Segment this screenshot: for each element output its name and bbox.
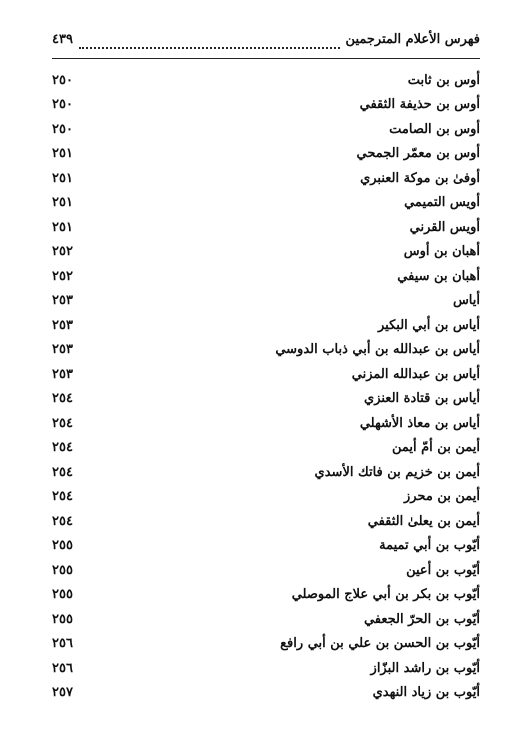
index-entry: [52, 411, 480, 436]
entry-page-number: ٢٥٤: [52, 391, 73, 407]
index-entry: [52, 240, 480, 265]
index-entry: [52, 681, 480, 706]
index-entry: [52, 215, 480, 240]
entry-page-number: ٢٥٠: [52, 121, 73, 137]
entry-page-number: ٢٥٤: [52, 489, 73, 505]
entry-name: أيّوب بن بكر بن أبي علاج الموصلي: [291, 587, 480, 603]
header-page-number: ٤٣٩: [52, 32, 73, 47]
index-entry: [52, 289, 480, 314]
entry-page-number: ٢٥٠: [52, 97, 73, 113]
entry-page-number: ٢٥٢: [52, 268, 73, 284]
entry-page-number: ٢٥٣: [52, 366, 73, 382]
index-entry: [52, 142, 480, 167]
running-header: [52, 32, 480, 59]
entry-page-number: ٢٥٤: [52, 415, 73, 431]
index-entries: [52, 68, 480, 705]
index-entry: [52, 607, 480, 632]
entry-name: أيمن بن خزيم بن فاتك الأسدي: [314, 464, 480, 480]
index-page: [52, 32, 480, 705]
entry-name: أهبان بن سيفي: [397, 268, 480, 284]
entry-name: أهبان بن أوس: [403, 244, 480, 260]
entry-page-number: ٢٥٢: [52, 244, 73, 260]
entry-name: أوس بن ثابت: [407, 72, 480, 88]
index-entry: [52, 362, 480, 387]
index-entry: [52, 338, 480, 363]
entry-page-number: ٢٥٤: [52, 440, 73, 456]
entry-page-number: ٢٥٠: [52, 72, 73, 88]
entry-name: أوس بن حذيفة الثقفي: [359, 97, 480, 113]
entry-page-number: ٢٥٥: [52, 538, 73, 554]
entry-name: أيّوب بن أبي تميمة: [379, 538, 480, 554]
index-entry: [52, 583, 480, 608]
index-entry: [52, 313, 480, 338]
entry-page-number: ٢٥٦: [52, 660, 73, 676]
entry-name: أياس: [452, 293, 480, 309]
index-entry: [52, 436, 480, 461]
entry-name: أيمن بن يعلىٰ الثقفي: [367, 513, 480, 529]
entry-page-number: ٢٥٦: [52, 636, 73, 652]
index-entry: [52, 93, 480, 118]
entry-name: أوس بن الصامت: [389, 121, 480, 137]
entry-name: أياس بن عبدالله المزني: [351, 366, 480, 382]
entry-page-number: ٢٥٤: [52, 513, 73, 529]
entry-name: أيمن بن محرز: [403, 489, 480, 505]
index-entry: [52, 191, 480, 216]
index-entry: [52, 460, 480, 485]
entry-page-number: ٢٥١: [52, 219, 73, 235]
entry-page-number: ٢٥١: [52, 170, 73, 186]
entry-name: أوفىٰ بن موكة العنبري: [360, 170, 480, 186]
entry-name: أيّوب بن الحسن بن علي بن أبي رافع: [280, 636, 480, 652]
entry-name: أيّوب بن أعين: [406, 562, 480, 578]
index-entry: [52, 68, 480, 93]
entry-page-number: ٢٥١: [52, 195, 73, 211]
entry-name: أوس بن معمّر الجمحي: [356, 146, 480, 162]
entry-page-number: ٢٥٤: [52, 464, 73, 480]
entry-name: أويس القرني: [409, 219, 480, 235]
entry-name: أياس بن أبي البكير: [378, 317, 480, 333]
index-entry: [52, 558, 480, 583]
entry-name: أياس بن قتادة العنزي: [364, 391, 480, 407]
entry-page-number: ٢٥٣: [52, 293, 73, 309]
entry-name: أياس بن معاذ الأشهلي: [359, 415, 480, 431]
entry-page-number: ٢٥١: [52, 146, 73, 162]
entry-name: أيّوب بن راشد البزّاز: [370, 660, 480, 676]
entry-name: أيّوب بن الحرّ الجعفي: [363, 611, 480, 627]
entry-name: أياس بن عبدالله بن أبي ذباب الدوسي: [275, 342, 480, 358]
index-entry: [52, 509, 480, 534]
entry-page-number: ٢٥٣: [52, 342, 73, 358]
entry-page-number: ٢٥٥: [52, 611, 73, 627]
index-entry: [52, 166, 480, 191]
index-entry: [52, 656, 480, 681]
header-dot-leader: [79, 46, 340, 49]
index-entry: [52, 485, 480, 510]
index-entry: [52, 534, 480, 559]
index-entry: [52, 117, 480, 142]
entry-name: أويس التميمي: [404, 195, 480, 211]
index-entry: [52, 387, 480, 412]
index-entry: [52, 632, 480, 657]
entry-page-number: ٢٥٥: [52, 587, 73, 603]
entry-name: أيّوب بن زياد النهدي: [372, 685, 480, 701]
entry-page-number: ٢٥٣: [52, 317, 73, 333]
index-entry: [52, 264, 480, 289]
entry-name: أيمن بن أمّ أيمن: [391, 440, 480, 456]
header-title: فهرس الأعلام المترجمين: [345, 32, 480, 47]
entry-page-number: ٢٥٧: [52, 685, 73, 701]
entry-page-number: ٢٥٥: [52, 562, 73, 578]
